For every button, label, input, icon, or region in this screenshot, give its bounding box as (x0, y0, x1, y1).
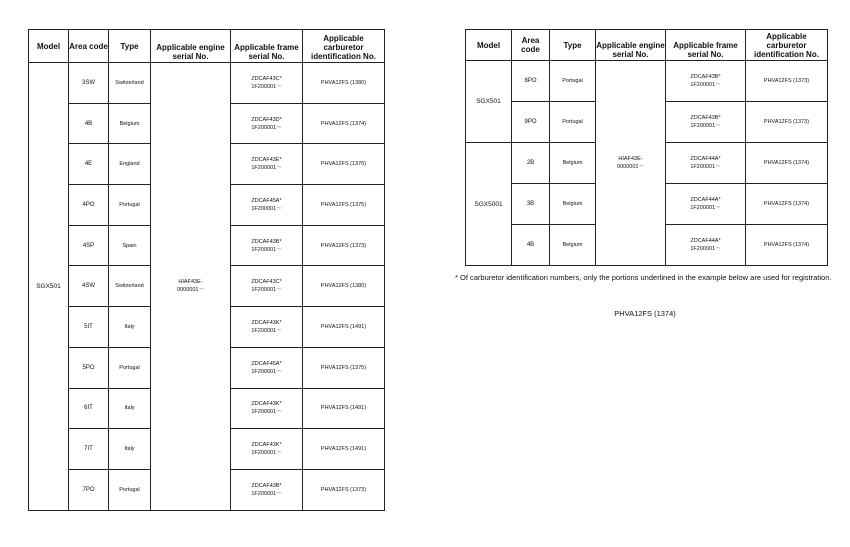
frame-serial-line-2: 1F200001～ (251, 327, 282, 334)
frame-serial-line-1: ZDCAF43B* (690, 74, 721, 80)
type-cell: Belgium (550, 184, 596, 225)
frame-serial-line-2: 1F200001～ (690, 123, 721, 129)
carburetor-id-cell: PHVA12FS (1374) (303, 103, 385, 144)
frame-serial-cell (231, 469, 303, 510)
area-code-cell: 4B (69, 103, 109, 144)
footnote: * Of carburetor identification numbers, only the portions underlined in the example below are used for registration. (455, 273, 832, 282)
area-code-cell: 6IT (69, 388, 109, 429)
type-cell: Belgium (109, 103, 151, 144)
engine-serial-line-1: HIAF43E- (178, 279, 203, 286)
type-cell: Switzerland (109, 63, 151, 104)
frame-serial-cell (666, 61, 746, 102)
frame-serial-line-1: ZDCAF44A* (690, 156, 721, 162)
engine-serial-header: Applicable engine serial No. (151, 30, 231, 63)
frame-serial-line-2: 1F200001～ (690, 205, 721, 211)
frame-serial-cell (666, 143, 746, 184)
header-row (466, 30, 828, 61)
frame-serial-cell (231, 307, 303, 348)
carburetor-id-cell: PHVA12FS (1376) (303, 144, 385, 185)
type-cell: Belgium (550, 225, 596, 266)
carburetor-id-cell: PHVA12FS (1374) (746, 225, 828, 266)
area-code-cell: 9PO (512, 102, 550, 143)
type-cell: Italy (109, 429, 151, 470)
frame-serial-line-1: ZDCAF44A* (690, 197, 721, 203)
type-cell: Spain (109, 225, 151, 266)
frame-serial-line-1: ZDCAF43C* (251, 279, 282, 286)
engine-serial-cell (596, 61, 666, 266)
frame-serial-line-1: ZDCAF43K* (251, 442, 282, 449)
frame-serial-line-2: 1F200001～ (690, 246, 721, 252)
frame-serial-line-2: 1F200001～ (251, 368, 282, 375)
engine-serial-line-1: HIAF43E- (618, 156, 643, 162)
frame-serial-cell (231, 388, 303, 429)
frame-serial-line-1: ZDCAF45A* (251, 197, 282, 204)
frame-serial-cell (231, 63, 303, 104)
type-cell: Portugal (550, 102, 596, 143)
frame-serial-cell (231, 103, 303, 144)
frame-serial-line-2: 1F200001～ (251, 83, 282, 90)
type-cell: Portugal (109, 347, 151, 388)
frame-serial-cell (231, 429, 303, 470)
frame-serial-line-2: 1F200001～ (690, 164, 721, 170)
type-header: Type (550, 30, 596, 61)
frame-serial-cell (231, 185, 303, 226)
table-row (466, 61, 828, 102)
frame-serial-line-1: ZDCAF43D* (251, 116, 282, 123)
frame-serial-header: Applicable frame serial No. (231, 30, 303, 63)
carburetor-id-cell: PHVA12FS (1373) (303, 469, 385, 510)
type-header: Type (109, 30, 151, 63)
area-code-cell: 7PO (69, 469, 109, 510)
area-code-cell: 5PO (69, 347, 109, 388)
engine-serial-line-2: 0000001～ (617, 164, 644, 170)
carburetor-id-cell: PHVA12FS (1491) (303, 388, 385, 429)
frame-serial-line-1: ZDCAF43E* (251, 157, 282, 164)
area-code-cell: 7IT (69, 429, 109, 470)
type-cell: Portugal (550, 61, 596, 102)
type-cell: Switzerland (109, 266, 151, 307)
area-code-cell: 8PO (512, 61, 550, 102)
frame-serial-cell (231, 266, 303, 307)
type-cell: Portugal (109, 469, 151, 510)
frame-serial-cell (231, 347, 303, 388)
frame-serial-line-2: 1F200001～ (251, 450, 282, 457)
carburetor-id-cell: PHVA12FS (1375) (303, 347, 385, 388)
frame-serial-cell (666, 184, 746, 225)
engine-serial-cell (151, 63, 231, 511)
area-code-cell: 2B (512, 143, 550, 184)
frame-serial-cell (666, 102, 746, 143)
example-id: PHVA12FS (1374) (614, 309, 676, 318)
type-cell: Belgium (550, 143, 596, 184)
area-code-cell: 5IT (69, 307, 109, 348)
carburetor-id-cell: PHVA12FS (1380) (303, 63, 385, 104)
frame-serial-line-2: 1F200001～ (690, 82, 721, 88)
frame-serial-cell (231, 144, 303, 185)
type-cell: England (109, 144, 151, 185)
frame-serial-line-1: ZDCAF43B* (690, 115, 721, 121)
model-cell: SGX501 (466, 61, 512, 143)
carburetor-id-cell: PHVA12FS (1491) (303, 307, 385, 348)
frame-serial-line-2: 1F200001～ (251, 490, 282, 497)
area-code-header: Area code (69, 30, 109, 63)
area-code-cell: 4PO (69, 185, 109, 226)
carburetor-id-header: Applicable carburetor identification No. (746, 30, 828, 61)
frame-serial-line-1: ZDCAF43B* (251, 482, 282, 489)
model-header: Model (466, 30, 512, 61)
table-row (29, 63, 385, 104)
frame-serial-line-2: 1F200001～ (251, 124, 282, 131)
model-cell: SGX5001 (466, 143, 512, 266)
type-cell: Portugal (109, 185, 151, 226)
area-code-cell: 4B (512, 225, 550, 266)
frame-serial-cell (231, 225, 303, 266)
carburetor-id-cell: PHVA12FS (1373) (746, 102, 828, 143)
carburetor-id-cell: PHVA12FS (1374) (746, 184, 828, 225)
type-cell: Italy (109, 388, 151, 429)
area-code-cell: 3B (512, 184, 550, 225)
carburetor-id-cell: PHVA12FS (1373) (746, 61, 828, 102)
left-spec-table (28, 29, 385, 511)
frame-serial-line-1: ZDCAF45A* (251, 360, 282, 367)
model-header: Model (29, 30, 69, 63)
frame-serial-line-1: ZDCAF43C* (251, 75, 282, 82)
engine-serial-line-2: 0000001～ (177, 287, 204, 294)
area-code-header: Area code (512, 30, 550, 61)
frame-serial-header: Applicable frame serial No. (666, 30, 746, 61)
frame-serial-line-2: 1F200001～ (251, 409, 282, 416)
carburetor-id-cell: PHVA12FS (1374) (746, 143, 828, 184)
carburetor-id-cell: PHVA12FS (1373) (303, 225, 385, 266)
carburetor-id-cell: PHVA12FS (1375) (303, 185, 385, 226)
frame-serial-cell (666, 225, 746, 266)
area-code-cell: 4SW (69, 266, 109, 307)
carburetor-id-cell: PHVA12FS (1491) (303, 429, 385, 470)
frame-serial-line-2: 1F200001～ (251, 205, 282, 212)
area-code-cell: 3SW (69, 63, 109, 104)
model-cell: SGX501 (29, 63, 69, 511)
frame-serial-line-2: 1F200001～ (251, 246, 282, 253)
frame-serial-line-1: ZDCAF43K* (251, 401, 282, 408)
frame-serial-line-1: ZDCAF43B* (251, 238, 282, 245)
right-spec-table (465, 29, 828, 266)
carburetor-id-cell: PHVA12FS (1380) (303, 266, 385, 307)
frame-serial-line-2: 1F200001～ (251, 287, 282, 294)
frame-serial-line-1: ZDCAF44A* (690, 238, 721, 244)
area-code-cell: 4E (69, 144, 109, 185)
engine-serial-header: Applicable engine serial No. (596, 30, 666, 61)
frame-serial-line-1: ZDCAF43K* (251, 319, 282, 326)
header-row (29, 30, 385, 63)
frame-serial-line-2: 1F200001～ (251, 165, 282, 172)
carburetor-id-header: Applicable carburetor identification No. (303, 30, 385, 63)
area-code-cell: 4SP (69, 225, 109, 266)
type-cell: Italy (109, 307, 151, 348)
